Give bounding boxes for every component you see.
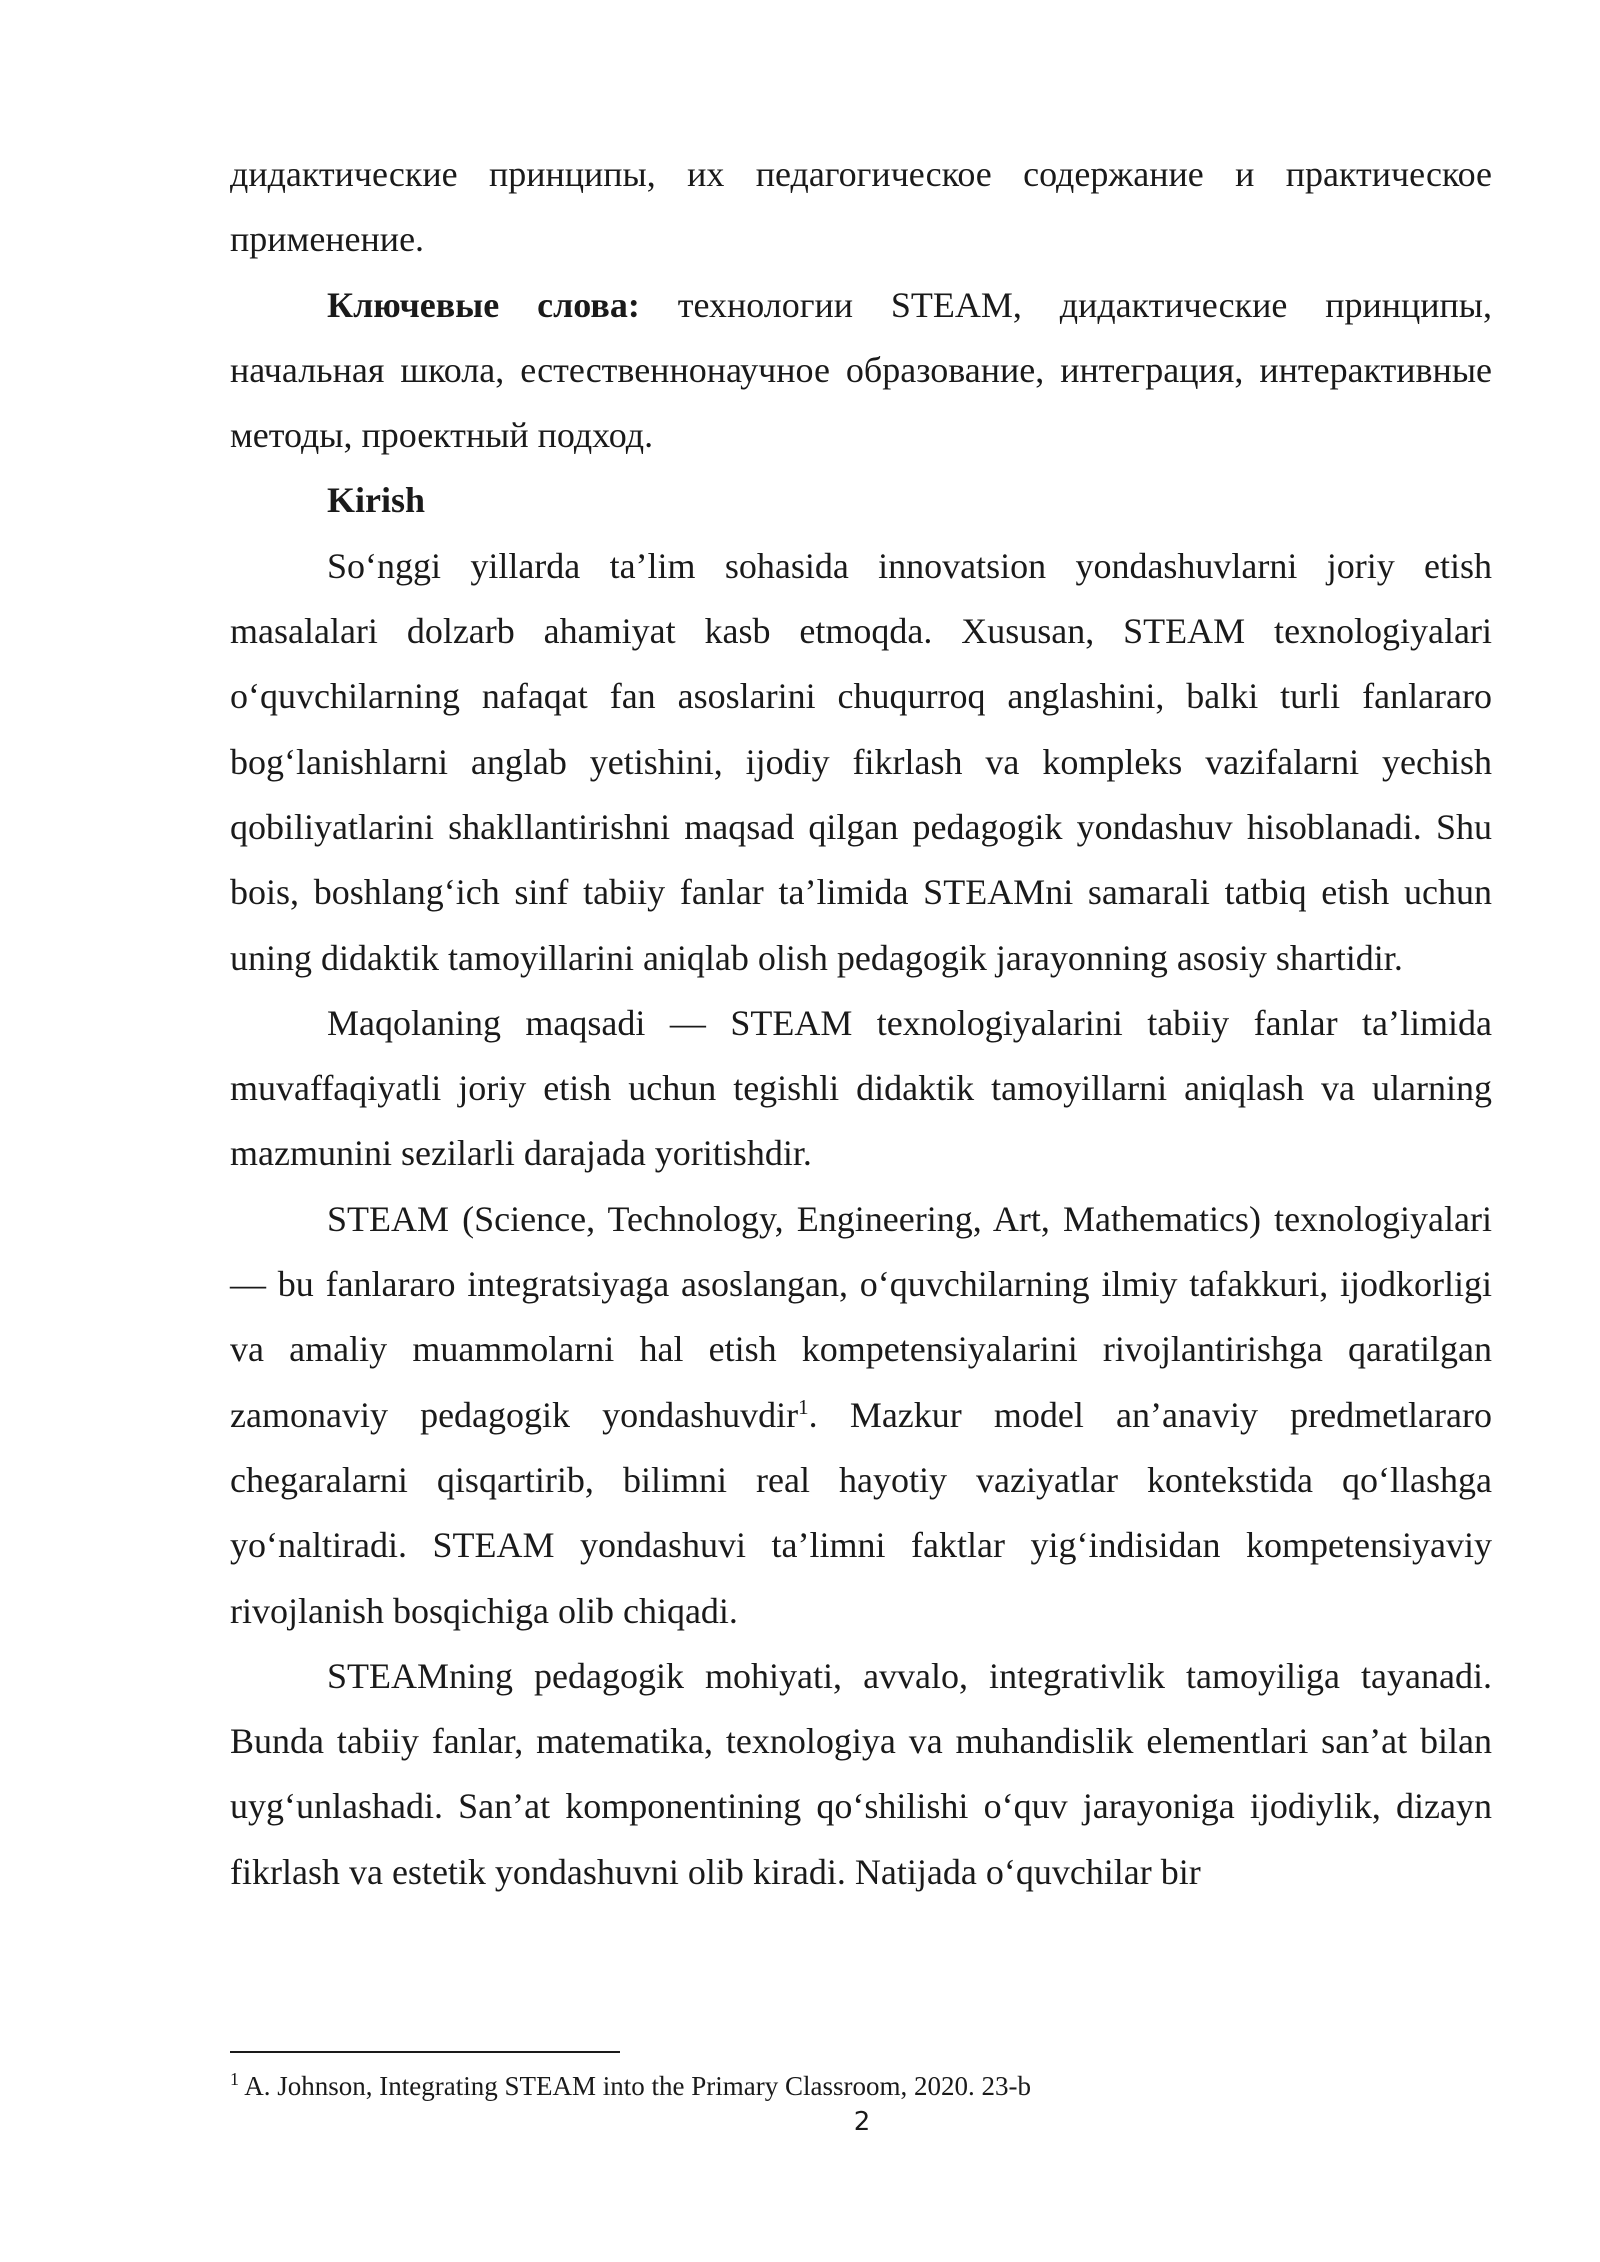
paragraph-intro: So‘nggi yillarda ta’lim sohasida innovatsion yondashuvlarni joriy etish masalalari dolzarb ahamiyat kasb etmoqda. Xususan, STEAM texnologiyalari o‘quvchilarning nafaqat fan asoslarini chuqurroq anglashini, balki turli fanlararo bog‘lanishlarni anglab yetishini, ijodiy fikrlash va kompleks vazifalarni yechish qobiliyatlarini shakllantirishni maqsad qilgan pedagogik yondashuv hisoblanadi. Shu bois, boshlang‘ich sinf tabiiy fanlar ta’limida STEAMni samarali tatbiq etish uchun uning didaktik tamoyillarini aniqlab olish pedagogik jarayonning asosiy shartidir.	[230, 545, 1492, 978]
abstract-tail: дидактические принципы, их педагогическое содержание и практическое применение.	[230, 154, 1492, 260]
paragraph-aim: Maqolaning maqsadi — STEAM texnologiyalarini tabiiy fanlar ta’limida muvaffaqiyatli joriy etish uchun tegishli didaktik tamoyillarni aniqlash va ularning mazmunini sezilarli darajada yoritishdir.	[230, 1002, 1492, 1174]
page-number: 2	[853, 2107, 871, 2137]
footnote-separator	[230, 2051, 620, 2053]
keywords-text: технологии STEAM, дидактические принципы, начальная школа, естественнонаучное образование, интеграция, интерактивные методы, проектный подход.	[230, 284, 1492, 456]
keywords-paragraph	[230, 273, 1492, 469]
paragraph-steam-definition	[230, 1187, 1492, 1644]
steam-definition-text: STEAM (Science, Technology, Engineering, Art, Mathematics) texnologiyalari — bu fanlararo integratsiyaga asoslangan, o‘quvchilarning ilmiy tafakkuri, ijodkorligi va amaliy muammolarni hal etish kompetensiyalarini rivojlantirishga qaratilgan zamonaviy pedagogik yondashuvdir	[230, 1198, 1492, 1435]
paragraph-pedagogical-essence: STEAMning pedagogik mohiyati, avvalo, integrativlik tamoyiliga tayanadi. Bunda tabiiy fanlar, matematika, texnologiya va muhandislik elementlari san’at bilan uyg‘unlashadi. San’at komponentining qo‘shilishi o‘quv jarayoniga ijodiylik, dizayn fikrlash va estetik yondashuvni olib kiradi. Natijada o‘quvchilar bir	[230, 1655, 1492, 1892]
page-body	[230, 142, 1492, 1905]
footnote	[230, 2069, 1031, 2103]
footnote-marker: 1	[230, 2069, 239, 2089]
section-heading: Kirish	[327, 480, 426, 521]
steam-definition-continuation: . Mazkur model an’anaviy predmetlararo chegaralarni qisqartirib, bilimni real hayotiy vaziyatlar kontekstida qo‘llashga yo‘naltiradi. STEAM yondashuvi ta’limni faktlar yig‘indisidan kompetensiyaviy rivojlanish bosqichiga olib chiqadi.	[230, 1394, 1492, 1631]
keywords-label: Ключевые слова:	[327, 284, 640, 325]
footnote-text: A. Johnson, Integrating STEAM into the Primary Classroom, 2020. 23-b	[239, 2071, 1031, 2101]
footnote-reference[interactable]: 1	[798, 1394, 809, 1419]
